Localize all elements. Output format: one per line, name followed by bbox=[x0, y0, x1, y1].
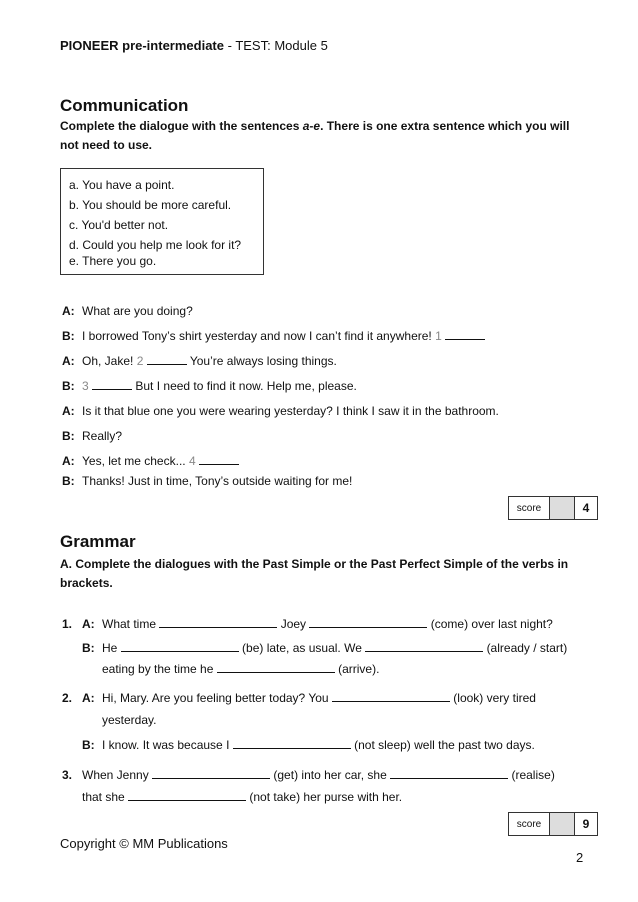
answer-blank-3[interactable] bbox=[92, 379, 132, 390]
grammar-q2-line-a2: yesterday. bbox=[102, 713, 157, 727]
dialogue-line-2: B: I borrowed Tony’s shirt yesterday and now I can’t find it anywhere! 1 bbox=[62, 329, 485, 343]
option-a: a. You have a point. bbox=[69, 178, 175, 192]
grammar-blank[interactable] bbox=[121, 641, 239, 652]
grammar-q1-line-a: 1. A: What time Joey (come) over last night? bbox=[62, 617, 553, 631]
dialogue-line-5: A: Is it that blue one you were wearing yesterday? I think I saw it in the bathroom. bbox=[62, 404, 499, 418]
grammar-q2-line-b: B: I know. It was because I (not sleep) well the past two days. bbox=[82, 738, 535, 752]
dialogue-line-7: A: Yes, let me check... 4 bbox=[62, 454, 239, 468]
score-points: 9 bbox=[582, 817, 590, 831]
option-b: b. You should be more careful. bbox=[69, 198, 232, 212]
score-points: 4 bbox=[582, 501, 590, 515]
book-title: PIONEER pre-intermediate bbox=[60, 38, 224, 53]
answer-blank-1[interactable] bbox=[445, 329, 485, 340]
communication-instruction: Complete the dialogue with the sentences a-e. There is one extra sentence which you will not need to use. bbox=[60, 119, 570, 152]
section-title-grammar: Grammar bbox=[60, 532, 136, 551]
grammar-blank[interactable] bbox=[332, 691, 450, 702]
option-d: d. Could you help me look for it? bbox=[69, 238, 242, 252]
dialogue-line-4: B: 3 But I need to find it now. Help me, please. bbox=[62, 379, 357, 393]
dialogue-line-1: A: What are you doing? bbox=[62, 304, 193, 318]
score-entry[interactable] bbox=[550, 813, 575, 835]
score-box-grammar bbox=[508, 812, 598, 836]
grammar-q3-line-1: 3. When Jenny (get) into her car, she (realise) bbox=[62, 768, 555, 782]
grammar-q3-line-2: that she (not take) her purse with her. bbox=[82, 790, 403, 804]
grammar-blank[interactable] bbox=[309, 617, 427, 628]
copyright: Copyright © MM Publications bbox=[60, 836, 228, 851]
grammar-blank[interactable] bbox=[233, 738, 351, 749]
grammar-q2-line-a: 2. A: Hi, Mary. Are you feeling better today? You (look) very tired bbox=[62, 691, 536, 705]
grammar-q1-line-b2: eating by the time he (arrive). bbox=[102, 662, 380, 676]
dialogue-line-3: A: Oh, Jake! 2 You’re always losing things. bbox=[62, 354, 337, 368]
answer-blank-4[interactable] bbox=[199, 454, 239, 465]
option-c: c. You'd better not. bbox=[69, 218, 169, 232]
score-label: score bbox=[509, 497, 550, 519]
dialogue-line-6: B: Really? bbox=[62, 429, 123, 443]
grammar-blank[interactable] bbox=[217, 662, 335, 673]
test-title: - TEST: Module 5 bbox=[224, 38, 328, 53]
page-header bbox=[60, 38, 328, 53]
score-box-communication bbox=[508, 496, 598, 520]
page-number: 2 bbox=[576, 850, 584, 865]
section-title-communication: Communication bbox=[60, 96, 189, 115]
grammar-blank[interactable] bbox=[390, 768, 508, 779]
grammar-blank[interactable] bbox=[159, 617, 277, 628]
answer-blank-2[interactable] bbox=[147, 354, 187, 365]
score-entry[interactable] bbox=[550, 497, 575, 519]
dialogue-line-8: B: Thanks! Just in time, Tony’s outside waiting for me! bbox=[62, 474, 353, 488]
grammar-blank[interactable] bbox=[152, 768, 270, 779]
options-box bbox=[60, 168, 264, 275]
grammar-blank[interactable] bbox=[365, 641, 483, 652]
option-e: e. There you go. bbox=[69, 254, 157, 268]
grammar-q1-line-b: B: He (be) late, as usual. We (already / start) bbox=[82, 641, 568, 655]
grammar-instruction: A. Complete the dialogues with the Past Simple or the Past Perfect Simple of the verbs in brackets. bbox=[60, 557, 569, 590]
score-label: score bbox=[509, 813, 550, 835]
grammar-blank[interactable] bbox=[128, 790, 246, 801]
